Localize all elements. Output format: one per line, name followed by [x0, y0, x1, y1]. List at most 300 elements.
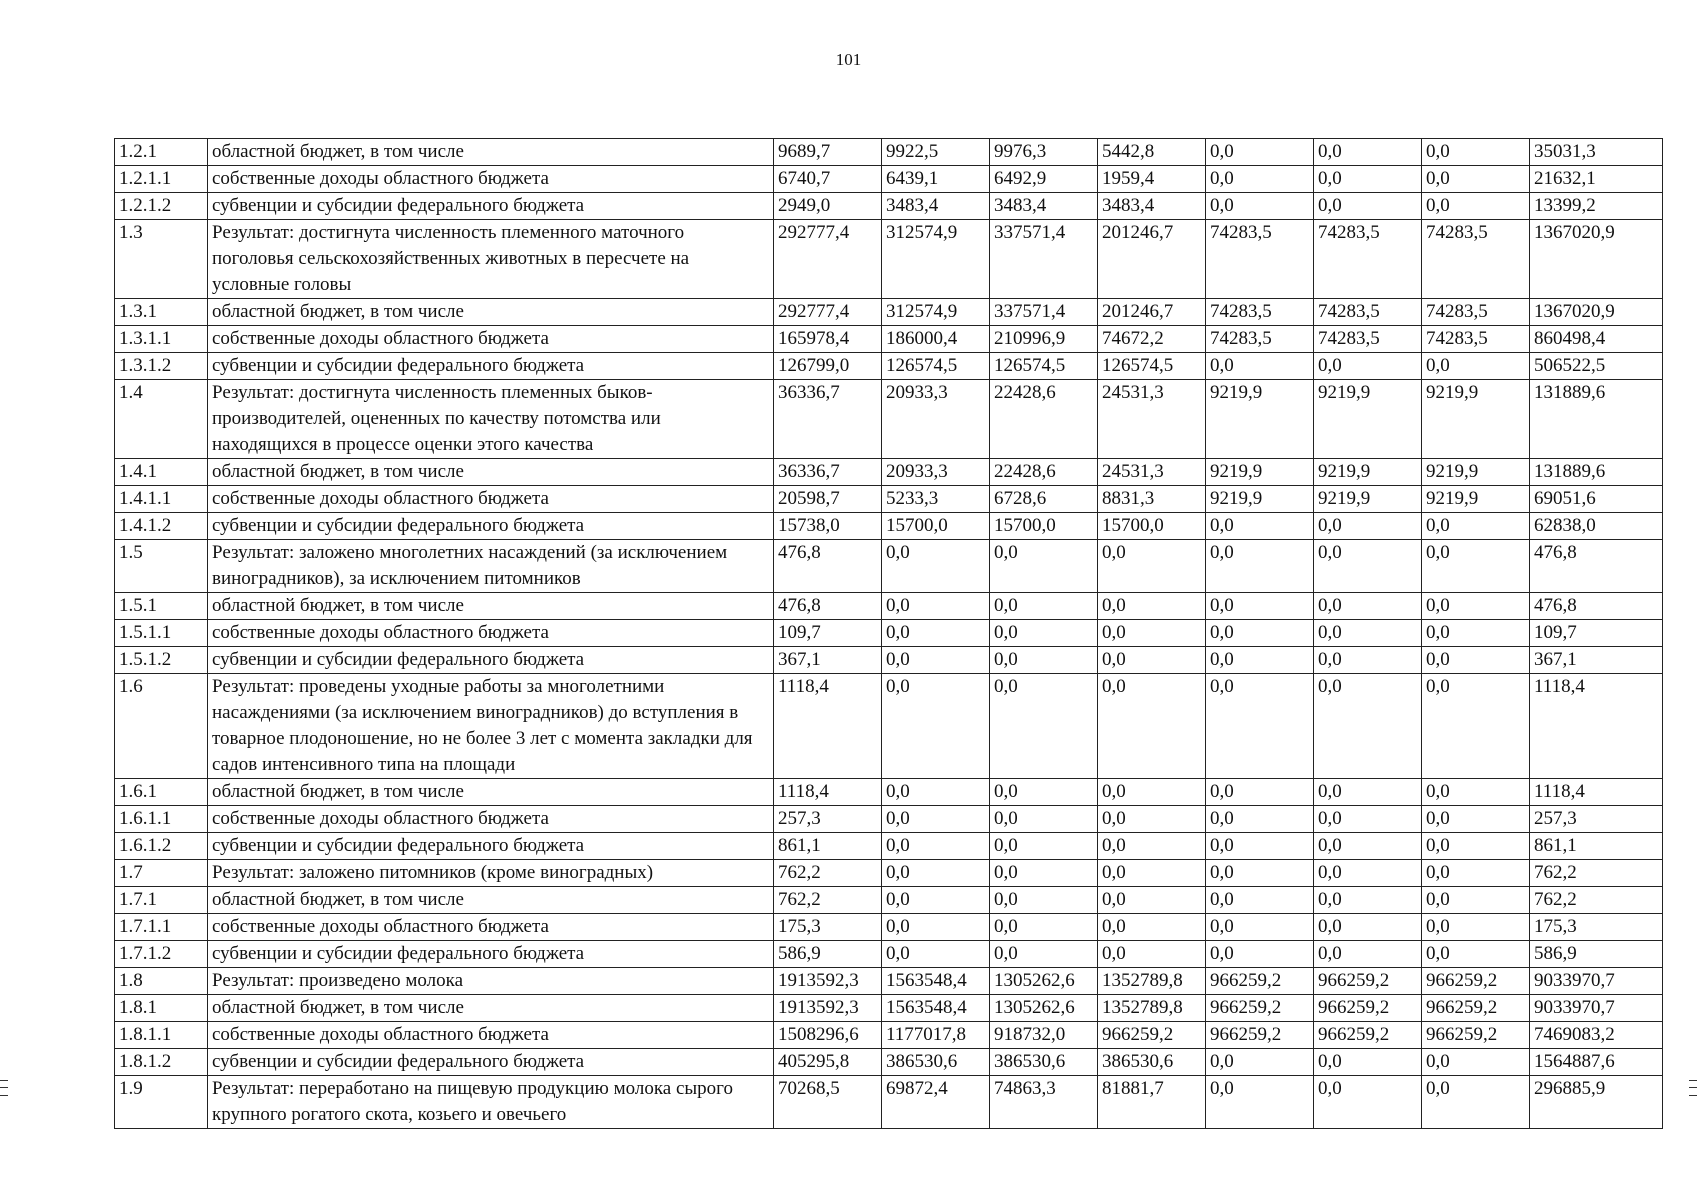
row-value: 0,0	[1314, 941, 1422, 968]
row-description: собственные доходы областного бюджета	[208, 166, 774, 193]
row-value: 0,0	[1314, 620, 1422, 647]
table-row	[115, 674, 1663, 779]
row-code: 1.7.1.2	[115, 941, 208, 968]
row-description: субвенции и субсидии федерального бюджета	[208, 647, 774, 674]
row-value: 74283,5	[1422, 299, 1530, 326]
row-value: 81881,7	[1098, 1076, 1206, 1129]
row-value: 0,0	[1422, 674, 1530, 779]
row-value: 0,0	[990, 647, 1098, 674]
row-description: субвенции и субсидии федерального бюджета	[208, 513, 774, 540]
row-code: 1.8.1.2	[115, 1049, 208, 1076]
row-value: 0,0	[1422, 193, 1530, 220]
row-value: 0,0	[1206, 887, 1314, 914]
row-value: 0,0	[1098, 806, 1206, 833]
row-value: 0,0	[1206, 674, 1314, 779]
row-value: 966259,2	[1314, 1022, 1422, 1049]
row-description: собственные доходы областного бюджета	[208, 806, 774, 833]
row-value: 36336,7	[774, 459, 882, 486]
row-value: 0,0	[1098, 779, 1206, 806]
row-value: 966259,2	[1422, 968, 1530, 995]
row-value: 15700,0	[882, 513, 990, 540]
table-row	[115, 193, 1663, 220]
row-value: 0,0	[1314, 1076, 1422, 1129]
row-value: 762,2	[774, 887, 882, 914]
row-value: 0,0	[1098, 833, 1206, 860]
row-total: 131889,6	[1530, 380, 1663, 459]
table-row	[115, 593, 1663, 620]
table-row	[115, 299, 1663, 326]
row-value: 9219,9	[1314, 380, 1422, 459]
row-value: 405295,8	[774, 1049, 882, 1076]
table-row	[115, 1022, 1663, 1049]
row-description: Результат: достигнута численность племенных быков-производителей, оцененных по качеству потомства или находящихся в процессе оценки этого качества	[208, 380, 774, 459]
row-value: 966259,2	[1206, 1022, 1314, 1049]
row-total: 1564887,6	[1530, 1049, 1663, 1076]
row-description: субвенции и субсидии федерального бюджета	[208, 941, 774, 968]
row-description: субвенции и субсидии федерального бюджета	[208, 193, 774, 220]
row-value: 0,0	[1314, 139, 1422, 166]
row-value: 0,0	[1422, 647, 1530, 674]
row-value: 0,0	[1422, 779, 1530, 806]
row-value: 9219,9	[1206, 459, 1314, 486]
row-value: 0,0	[1206, 166, 1314, 193]
row-value: 0,0	[1206, 1076, 1314, 1129]
row-value: 0,0	[882, 620, 990, 647]
row-value: 74283,5	[1314, 220, 1422, 299]
row-value: 0,0	[1314, 887, 1422, 914]
table-row	[115, 647, 1663, 674]
row-value: 201246,7	[1098, 220, 1206, 299]
row-value: 9219,9	[1314, 486, 1422, 513]
table-row	[115, 995, 1663, 1022]
row-value: 8831,3	[1098, 486, 1206, 513]
row-total: 175,3	[1530, 914, 1663, 941]
row-total: 506522,5	[1530, 353, 1663, 380]
row-value: 0,0	[1314, 593, 1422, 620]
row-total: 1118,4	[1530, 779, 1663, 806]
row-value: 6740,7	[774, 166, 882, 193]
table-row	[115, 779, 1663, 806]
row-value: 0,0	[1422, 887, 1530, 914]
row-value: 20933,3	[882, 459, 990, 486]
row-value: 0,0	[990, 833, 1098, 860]
row-total: 1367020,9	[1530, 220, 1663, 299]
row-value: 74283,5	[1314, 326, 1422, 353]
row-value: 0,0	[1206, 193, 1314, 220]
row-total: 860498,4	[1530, 326, 1663, 353]
row-value: 210996,9	[990, 326, 1098, 353]
row-value: 0,0	[1314, 513, 1422, 540]
row-code: 1.7.1	[115, 887, 208, 914]
row-total: 9033970,7	[1530, 968, 1663, 995]
row-value: 20598,7	[774, 486, 882, 513]
row-value: 0,0	[1098, 914, 1206, 941]
table-row	[115, 459, 1663, 486]
table-row	[115, 326, 1663, 353]
row-value: 9219,9	[1422, 459, 1530, 486]
row-value: 0,0	[1098, 674, 1206, 779]
row-value: 74283,5	[1314, 299, 1422, 326]
row-value: 0,0	[990, 941, 1098, 968]
row-value: 0,0	[882, 833, 990, 860]
row-description: областной бюджет, в том числе	[208, 887, 774, 914]
row-value: 966259,2	[1206, 995, 1314, 1022]
row-value: 337571,4	[990, 299, 1098, 326]
row-description: собственные доходы областного бюджета	[208, 326, 774, 353]
row-code: 1.4	[115, 380, 208, 459]
row-description: Результат: заложено многолетних насаждений (за исключением виноградников), за исключением питомников	[208, 540, 774, 593]
row-value: 0,0	[1098, 647, 1206, 674]
row-value: 0,0	[1206, 593, 1314, 620]
table-row	[115, 833, 1663, 860]
table-row	[115, 139, 1663, 166]
row-value: 1508296,6	[774, 1022, 882, 1049]
row-value: 966259,2	[1314, 968, 1422, 995]
row-value: 966259,2	[1422, 995, 1530, 1022]
row-value: 0,0	[1206, 806, 1314, 833]
row-code: 1.9	[115, 1076, 208, 1129]
row-value: 24531,3	[1098, 380, 1206, 459]
row-code: 1.3.1.2	[115, 353, 208, 380]
row-value: 175,3	[774, 914, 882, 941]
row-value: 0,0	[1206, 620, 1314, 647]
row-value: 1118,4	[774, 779, 882, 806]
row-value: 6728,6	[990, 486, 1098, 513]
row-value: 312574,9	[882, 299, 990, 326]
table-row	[115, 486, 1663, 513]
row-code: 1.8	[115, 968, 208, 995]
row-value: 0,0	[1422, 914, 1530, 941]
row-value: 9976,3	[990, 139, 1098, 166]
row-value: 9922,5	[882, 139, 990, 166]
row-value: 0,0	[1314, 833, 1422, 860]
row-value: 1959,4	[1098, 166, 1206, 193]
row-value: 9219,9	[1422, 380, 1530, 459]
row-total: 13399,2	[1530, 193, 1663, 220]
row-code: 1.4.1	[115, 459, 208, 486]
row-value: 126799,0	[774, 353, 882, 380]
row-code: 1.8.1	[115, 995, 208, 1022]
row-value: 0,0	[990, 779, 1098, 806]
row-value: 1352789,8	[1098, 968, 1206, 995]
row-description: субвенции и субсидии федерального бюджета	[208, 353, 774, 380]
row-value: 1177017,8	[882, 1022, 990, 1049]
row-code: 1.4.1.1	[115, 486, 208, 513]
row-value: 5233,3	[882, 486, 990, 513]
row-total: 7469083,2	[1530, 1022, 1663, 1049]
page-number: 101	[835, 50, 862, 69]
row-total: 1367020,9	[1530, 299, 1663, 326]
row-value: 0,0	[1314, 193, 1422, 220]
row-description: Результат: переработано на пищевую продукцию молока сырого крупного рогатого скота, козьего и овечьего	[208, 1076, 774, 1129]
row-value: 966259,2	[1098, 1022, 1206, 1049]
row-value: 186000,4	[882, 326, 990, 353]
row-code: 1.3.1	[115, 299, 208, 326]
table-row	[115, 887, 1663, 914]
row-value: 0,0	[1206, 540, 1314, 593]
row-value: 1563548,4	[882, 995, 990, 1022]
row-value: 586,9	[774, 941, 882, 968]
row-value: 0,0	[1422, 593, 1530, 620]
row-description: Результат: достигнута численность племенного маточного поголовья сельскохозяйственных животных в пересчете на условные головы	[208, 220, 774, 299]
row-total: 296885,9	[1530, 1076, 1663, 1129]
row-value: 109,7	[774, 620, 882, 647]
row-total: 586,9	[1530, 941, 1663, 968]
row-value: 476,8	[774, 540, 882, 593]
row-total: 131889,6	[1530, 459, 1663, 486]
row-code: 1.6.1.2	[115, 833, 208, 860]
row-value: 6492,9	[990, 166, 1098, 193]
row-value: 0,0	[1422, 806, 1530, 833]
table-row	[115, 620, 1663, 647]
row-value: 0,0	[1314, 647, 1422, 674]
row-value: 0,0	[990, 914, 1098, 941]
row-value: 292777,4	[774, 220, 882, 299]
row-value: 0,0	[1422, 166, 1530, 193]
right-edge-mark	[1689, 1080, 1697, 1096]
row-value: 74863,3	[990, 1076, 1098, 1129]
row-code: 1.7	[115, 860, 208, 887]
row-value: 0,0	[1098, 593, 1206, 620]
row-value: 0,0	[990, 593, 1098, 620]
row-code: 1.6.1.1	[115, 806, 208, 833]
row-total: 62838,0	[1530, 513, 1663, 540]
row-total: 476,8	[1530, 540, 1663, 593]
row-value: 9219,9	[1206, 486, 1314, 513]
row-description: Результат: заложено питомников (кроме виноградных)	[208, 860, 774, 887]
row-value: 0,0	[1206, 860, 1314, 887]
table-row	[115, 1076, 1663, 1129]
row-value: 386530,6	[1098, 1049, 1206, 1076]
row-value: 3483,4	[882, 193, 990, 220]
row-value: 36336,7	[774, 380, 882, 459]
row-value: 165978,4	[774, 326, 882, 353]
row-value: 0,0	[1422, 353, 1530, 380]
row-total: 762,2	[1530, 860, 1663, 887]
row-value: 0,0	[1206, 1049, 1314, 1076]
row-description: областной бюджет, в том числе	[208, 593, 774, 620]
row-total: 861,1	[1530, 833, 1663, 860]
row-value: 0,0	[1314, 353, 1422, 380]
row-value: 0,0	[882, 860, 990, 887]
row-value: 0,0	[882, 779, 990, 806]
row-value: 1352789,8	[1098, 995, 1206, 1022]
row-value: 0,0	[1314, 914, 1422, 941]
row-value: 0,0	[1422, 860, 1530, 887]
row-code: 1.6.1	[115, 779, 208, 806]
row-value: 74283,5	[1206, 299, 1314, 326]
row-value: 0,0	[1206, 353, 1314, 380]
row-total: 762,2	[1530, 887, 1663, 914]
row-total: 21632,1	[1530, 166, 1663, 193]
row-value: 6439,1	[882, 166, 990, 193]
row-value: 74283,5	[1422, 326, 1530, 353]
row-value: 20933,3	[882, 380, 990, 459]
row-value: 0,0	[882, 674, 990, 779]
row-value: 74283,5	[1206, 326, 1314, 353]
row-value: 1118,4	[774, 674, 882, 779]
row-value: 9219,9	[1206, 380, 1314, 459]
row-value: 386530,6	[882, 1049, 990, 1076]
row-value: 312574,9	[882, 220, 990, 299]
row-value: 0,0	[990, 806, 1098, 833]
row-code: 1.3.1.1	[115, 326, 208, 353]
row-value: 0,0	[990, 860, 1098, 887]
left-edge-mark	[0, 1080, 8, 1096]
row-total: 476,8	[1530, 593, 1663, 620]
row-value: 0,0	[1098, 540, 1206, 593]
table-row	[115, 513, 1663, 540]
row-value: 0,0	[1314, 540, 1422, 593]
row-value: 126574,5	[1098, 353, 1206, 380]
row-description: областной бюджет, в том числе	[208, 299, 774, 326]
row-value: 0,0	[990, 674, 1098, 779]
row-description: собственные доходы областного бюджета	[208, 486, 774, 513]
row-description: Результат: проведены уходные работы за многолетними насаждениями (за исключением виноградников) до вступления в товарное плодоношение, но не более 3 лет с момента закладки для садов интенсивного типа на площади	[208, 674, 774, 779]
table-row	[115, 860, 1663, 887]
row-value: 0,0	[990, 620, 1098, 647]
row-value: 762,2	[774, 860, 882, 887]
row-description: областной бюджет, в том числе	[208, 139, 774, 166]
row-value: 0,0	[882, 806, 990, 833]
row-total: 109,7	[1530, 620, 1663, 647]
row-description: Результат: произведено молока	[208, 968, 774, 995]
row-code: 1.8.1.1	[115, 1022, 208, 1049]
row-value: 0,0	[1098, 620, 1206, 647]
row-value: 861,1	[774, 833, 882, 860]
row-value: 0,0	[1206, 833, 1314, 860]
row-value: 0,0	[990, 540, 1098, 593]
table-row	[115, 380, 1663, 459]
row-value: 0,0	[1206, 139, 1314, 166]
row-value: 0,0	[882, 540, 990, 593]
row-value: 367,1	[774, 647, 882, 674]
row-value: 476,8	[774, 593, 882, 620]
row-value: 0,0	[1422, 620, 1530, 647]
table-row	[115, 353, 1663, 380]
row-code: 1.7.1.1	[115, 914, 208, 941]
row-value: 0,0	[1098, 941, 1206, 968]
row-value: 0,0	[1314, 1049, 1422, 1076]
row-total: 35031,3	[1530, 139, 1663, 166]
row-description: областной бюджет, в том числе	[208, 779, 774, 806]
row-value: 69872,4	[882, 1076, 990, 1129]
row-value: 15700,0	[990, 513, 1098, 540]
row-value: 0,0	[1422, 1049, 1530, 1076]
row-value: 386530,6	[990, 1049, 1098, 1076]
row-value: 292777,4	[774, 299, 882, 326]
row-value: 0,0	[1314, 166, 1422, 193]
table-row	[115, 968, 1663, 995]
row-value: 0,0	[1206, 779, 1314, 806]
row-value: 0,0	[882, 914, 990, 941]
row-code: 1.5.1.2	[115, 647, 208, 674]
table-row	[115, 166, 1663, 193]
row-description: собственные доходы областного бюджета	[208, 914, 774, 941]
row-code: 1.2.1	[115, 139, 208, 166]
row-value: 70268,5	[774, 1076, 882, 1129]
row-value: 24531,3	[1098, 459, 1206, 486]
row-value: 0,0	[882, 647, 990, 674]
row-value: 201246,7	[1098, 299, 1206, 326]
row-value: 9219,9	[1314, 459, 1422, 486]
row-value: 0,0	[1206, 647, 1314, 674]
row-code: 1.6	[115, 674, 208, 779]
row-value: 1913592,3	[774, 968, 882, 995]
row-value: 337571,4	[990, 220, 1098, 299]
row-total: 367,1	[1530, 647, 1663, 674]
row-value: 0,0	[1422, 941, 1530, 968]
row-value: 966259,2	[1314, 995, 1422, 1022]
row-value: 9689,7	[774, 139, 882, 166]
row-value: 9219,9	[1422, 486, 1530, 513]
row-description: областной бюджет, в том числе	[208, 995, 774, 1022]
row-value: 0,0	[882, 941, 990, 968]
row-value: 0,0	[1422, 833, 1530, 860]
row-value: 0,0	[1206, 513, 1314, 540]
row-total: 69051,6	[1530, 486, 1663, 513]
row-value: 74283,5	[1206, 220, 1314, 299]
row-value: 0,0	[1422, 513, 1530, 540]
row-value: 1563548,4	[882, 968, 990, 995]
row-code: 1.2.1.2	[115, 193, 208, 220]
row-code: 1.2.1.1	[115, 166, 208, 193]
row-value: 1305262,6	[990, 968, 1098, 995]
row-code: 1.3	[115, 220, 208, 299]
row-value: 1913592,3	[774, 995, 882, 1022]
row-value: 5442,8	[1098, 139, 1206, 166]
row-value: 74283,5	[1422, 220, 1530, 299]
row-value: 966259,2	[1422, 1022, 1530, 1049]
row-value: 0,0	[1314, 674, 1422, 779]
table-row	[115, 540, 1663, 593]
row-description: собственные доходы областного бюджета	[208, 620, 774, 647]
table-row	[115, 941, 1663, 968]
row-value: 15738,0	[774, 513, 882, 540]
row-value: 3483,4	[990, 193, 1098, 220]
row-value: 0,0	[990, 887, 1098, 914]
row-value: 0,0	[1098, 887, 1206, 914]
row-total: 1118,4	[1530, 674, 1663, 779]
row-value: 0,0	[1314, 806, 1422, 833]
row-total: 9033970,7	[1530, 995, 1663, 1022]
row-value: 2949,0	[774, 193, 882, 220]
table-row	[115, 914, 1663, 941]
row-value: 22428,6	[990, 459, 1098, 486]
row-description: субвенции и субсидии федерального бюджета	[208, 833, 774, 860]
row-value: 74672,2	[1098, 326, 1206, 353]
row-value: 15700,0	[1098, 513, 1206, 540]
row-code: 1.5.1.1	[115, 620, 208, 647]
row-code: 1.5.1	[115, 593, 208, 620]
row-description: областной бюджет, в том числе	[208, 459, 774, 486]
budget-table	[114, 138, 1663, 1129]
row-value: 257,3	[774, 806, 882, 833]
table-body	[115, 139, 1663, 1129]
row-value: 0,0	[882, 887, 990, 914]
row-value: 918732,0	[990, 1022, 1098, 1049]
row-value: 126574,5	[990, 353, 1098, 380]
row-value: 0,0	[1206, 914, 1314, 941]
row-value: 126574,5	[882, 353, 990, 380]
row-value: 966259,2	[1206, 968, 1314, 995]
row-value: 0,0	[1422, 540, 1530, 593]
row-value: 0,0	[1314, 779, 1422, 806]
row-value: 0,0	[1422, 139, 1530, 166]
row-description: субвенции и субсидии федерального бюджета	[208, 1049, 774, 1076]
row-value: 0,0	[1314, 860, 1422, 887]
row-code: 1.5	[115, 540, 208, 593]
